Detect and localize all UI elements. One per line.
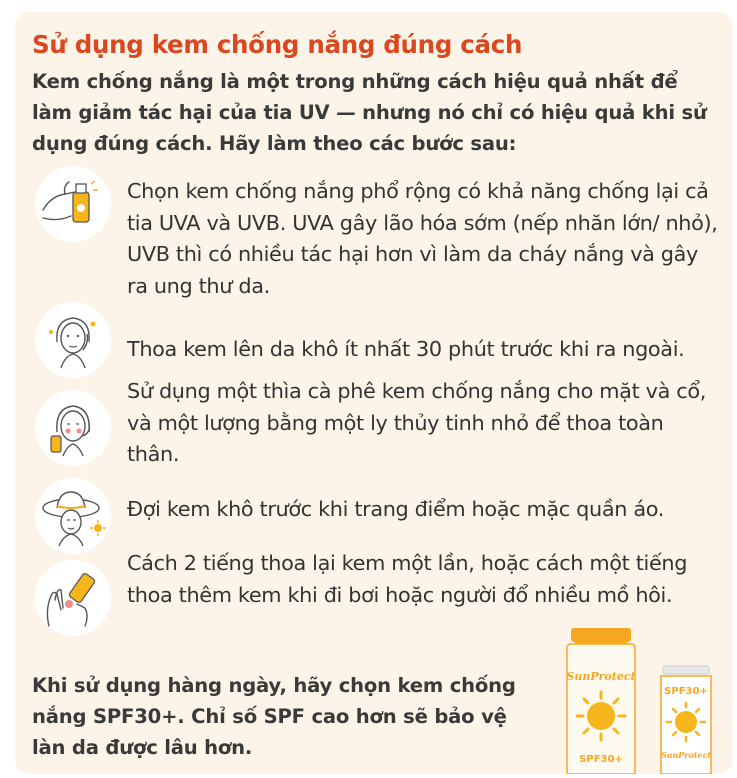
step-text-4: Đợi kem khô trước khi trang điểm hoặc mặc quần áo. <box>127 497 664 521</box>
tube1-spf-label: SPF30+ <box>579 754 623 765</box>
intro-text: Kem chống nắng là một trong những cách hiệu quả nhất để làm giảm tác hại của tia UV — nhưng nó chỉ có hiệu quả khi sử dụng đúng cách. Hãy làm theo các bước sau: <box>32 70 707 155</box>
tube2-brand-label: SunProtect <box>660 750 712 760</box>
step-text-2: Thoa kem lên da khô ít nhất 30 phút trước khi ra ngoài. <box>127 337 685 361</box>
woman-in-sun-hat-icon <box>35 478 111 554</box>
step-text-5: Cách 2 tiếng thoa lại kem một lần, hoặc cách một tiếng thoa thêm kem khi đi bơi hoặc người đổ nhiều mồ hôi. <box>127 551 688 607</box>
woman-holding-sunscreen-icon <box>35 390 111 466</box>
sunscreen-infographic <box>15 12 733 774</box>
spf-tip: Khi sử dụng hàng ngày, hãy chọn kem chống nắng SPF30+. Chỉ số SPF cao hơn sẽ bảo vệ làn da được lâu hơn. <box>32 674 516 759</box>
hands-reapplying-cream-icon <box>35 560 111 636</box>
sunscreen-tubes-illustration <box>563 624 733 774</box>
tube2-spf-label: SPF30+ <box>664 686 708 697</box>
tube1-brand-label: SunProtect <box>566 670 636 683</box>
woman-applying-cream-icon <box>35 302 111 378</box>
page-title: Sử dụng kem chống nắng đúng cách <box>32 30 523 59</box>
step-text-3: Sử dụng một thìa cà phê kem chống nắng cho mặt và cổ, và một lượng bằng một ly thủy tinh nhỏ để thoa toàn thân. <box>127 379 706 466</box>
step-text-1: Chọn kem chống nắng phổ rộng có khả năng chống lại cả tia UVA và UVB. UVA gây lão hóa sớm (nếp nhăn lớn/ nhỏ), UVB thì có nhiều tác hại hơn vì làm da cháy nắng và gây ra ung thư da. <box>127 179 718 298</box>
hand-squeezing-tube-icon <box>35 166 111 242</box>
